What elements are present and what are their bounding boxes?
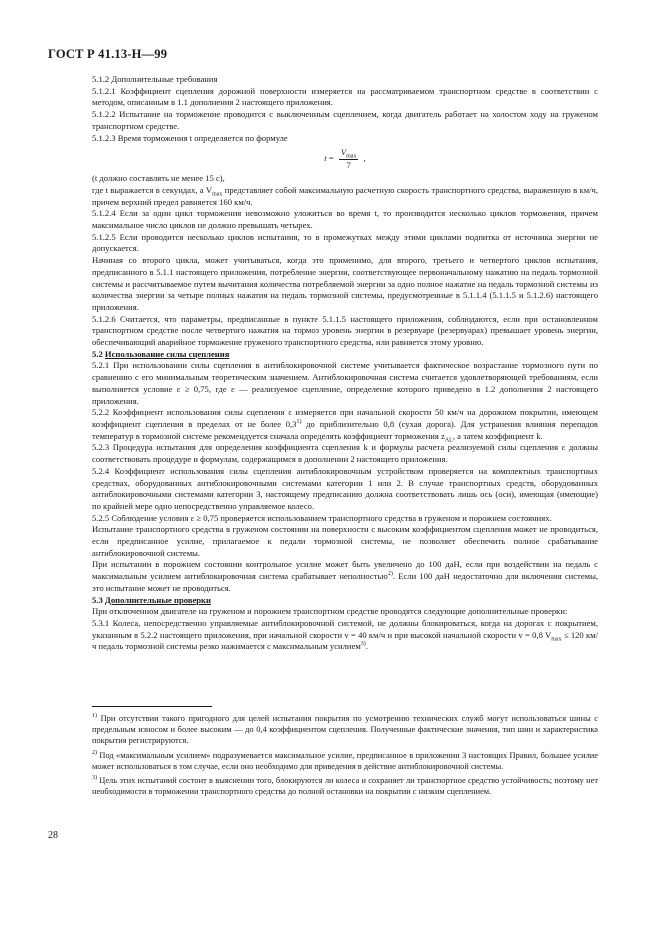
page-number: 28 [48,830,58,841]
paragraph-t-constraint: (t должно составлять не менее 15 с), [92,173,225,184]
section-53-title: Дополнительные проверки [104,594,211,605]
footnote-ref-3: 3) [360,641,366,648]
paragraph-second-cycle: Начиная со второго цикла, может учитываться, когда это применимо, для второго, третьего и четвертого циклов испытания, предписанного в 5.1.1 настоящего приложения, потребление энергии, соответствующее первоначальному нажатию на педаль тормозной системы и рассчитываемое путем вычитания количества потребляемой энергии за одно полное нажатие на педаль тормозной системы из количества энергии за четыре полных нажатия на педаль тормозной системы, предусмотренные в 5.1.1.4 (5.1.1.5 и 5.1.2.6) настоящего приложения. [92,255,598,312]
p531-b: ≤ 120 км/ч педаль тормозной системы резко нажимается с максимальным усилием [92,629,598,652]
formula-eq: = [328,153,334,164]
paragraph-loaded-test: Испытание транспортного средства в груженом состоянии на поверхности с высоким коэффициентом сцепления может не проводиться, если предписанное усилие, прилагаемое к педали тормозной системы, не позволяет обеспечить полное срабатывание антиблокировочной системы. [92,524,598,558]
footnote-ref-1: 1) [296,419,302,426]
formula-fraction [339,147,359,171]
footnote-1-text: При отсутствии такого пригодного для целей испытания покрытия по усмотрению технических служб могут использоваться шины с предельным износом и более высоким — до 0,4 коэффициентом сцепления. Полученные фактические значения, тип шин и характеристика покрытия регистрируются. [92,714,598,746]
footnote-3 [92,775,598,797]
paragraph-525: 5.2.5 Соблюдение условия ε ≥ 0,75 проверяется использованием транспортного средства в груженом и порожнем состояниях. [92,512,552,523]
footnote-3-mark: 3) [92,775,97,782]
p522-c: , а затем коэффициент k. [452,430,543,441]
p531-c: . [365,641,368,652]
section-52-num: 5.2 [92,348,103,359]
formula-lhs: t [324,153,327,164]
paragraph-5123: 5.1.2.3 Время торможения t определяется по формуле [92,132,288,143]
paragraph-checks-intro: При отключенном двигателе на груженом и порожнем транспортном средстве проводятся следующие дополнительные проверки: [92,606,568,617]
p522-b: до приблизительно 0,8 (сухая дорога). Для устранения влияния перепадов температур в тормозной системе рекомендуется сначала определять коэффициент торможения z [92,418,598,441]
formula-tail: , [363,153,366,164]
footnote-ref-2: 2) [387,571,393,578]
paragraph-unloaded-test [92,559,598,594]
where-t-rest: представляет собой максимальную расчетную скорость транспортного средства, выраженную в км/ч, причем верхний предел равняется 160 км/ч. [92,184,599,207]
paragraph-531 [92,618,598,653]
paragraph-5125: 5.1.2.5 Если проводится несколько циклов испытания, то в промежутках между этими циклами подпитка от источника энергии не допускается. [92,231,598,254]
paragraph-523: 5.2.3 Процедура испытания для определения коэффициента сцепления k и формулы расчета реализуемой силы сцепления ε должны соответствовать процедуре и формулам, содержащимся в дополнении 2 настоящего приложения. [92,442,598,465]
paragraph-524: 5.2.4 Коэффициент использования силы сцепления антиблокировочным устройством проверяется на комплектных транспортных средствах, оборудованных антиблокировочными системами категории 1 или 2. В случае транспортных средств, оборудованных антиблокировочными системами категории 3, настоящему предписанию должна соответствовать лишь ось (оси), имеющая (имеющие) по крайней мере одно непосредственно управляемое колесо. [92,465,598,511]
section-title-53 [92,595,598,607]
p531-a: 5.3.1 Колеса, непосредственно управляемые антиблокировочной системой, не должны блокироваться, когда на дорогах с покрытием, указанным в 5.2.2 настоящего приложения, при начальной скорости v = 40 км/ч и при высокой начальной скорости v = 0,8 V [92,617,598,640]
braking-time-formula [92,147,598,169]
formula-num-var: V [340,147,347,158]
paragraph-5122: 5.1.2.2 Испытание на торможение проводится с выключенным сцеплением, когда двигатель работает на холостом ходу на груженом транспортном средстве. [92,109,598,131]
paragraph-where-t [92,185,598,208]
footnote-3-text: Цель этих испытаний состоит в выяснении того, блокируются ли колеса и сохраняет ли транспортное средство устойчивость; поэтому нет необходимости в торможении транспортного средства до полной остановки на покрытии с низким сцеплением. [92,776,598,797]
footnote-2 [92,750,598,772]
paragraph-5121: 5.1.2.1 Коэффициент сцепления дорожной поверхности измеряется на рассматриваемом транспортном средстве в соответствии с методом, описанным в 1.1 дополнения 2 настоящего приложения. [92,85,598,108]
p522-a: 5.2.2 Коэффициент использования силы сцепления ε измеряется при начальной скорости 50 км/ч на дорожном покрытии, имеющем коэффициент сцепления в пределах от не более 0,3 [92,407,598,429]
where-t-text: где t выражается в секундах, а V [92,184,213,195]
paragraph-5124: 5.1.2.4 Если за один цикл торможения невозможно уложиться во время t, то производится несколько циклов торможения, причем максимальное число циклов не должно превышать четырех. [92,208,598,231]
subsection-title-512: 5.1.2 Дополнительные требования [92,74,218,84]
footnote-1-mark: 1) [92,713,97,720]
standard-header: ГОСТ Р 41.13-Н—99 [48,47,168,61]
unloaded-a: При испытании в порожнем состоянии контрольное усилие может быть увеличено до 100 даН, если при воздействии на педаль с максимальным усилием антиблокировочная система срабатывает неполностью [92,559,598,582]
footnote-2-mark: 2) [92,749,97,756]
footnote-1 [92,713,598,747]
unloaded-b: . Если 100 даН недостаточно для включения системы, это испытание может не проводиться. [92,571,598,593]
vmax-sub-2: max [551,636,562,643]
formula-numerator [339,147,359,160]
section-53-num: 5.3 [92,594,103,605]
section-title-52 [92,349,598,361]
footnote-divider [92,706,212,707]
zal-sub: AL [444,437,453,444]
section-52-title: Использование силы сцепления [104,348,230,359]
paragraph-5126: 5.1.2.6 Считается, что параметры, предписанные в пункте 5.1.1.5 настоящего приложения, соблюдаются, если при остановленном транспортном средстве после четвертого нажатия на тормоз уровень энергии в резервуаре (резервуарах) превышает уровень энергии, обеспечивающий аварийное торможение груженого транспортного средства, или равняется этому уровню. [92,313,598,348]
formula-num-sub: max [346,153,357,160]
vmax-sub: max [212,191,223,198]
footnotes [92,706,598,800]
paragraph-521: 5.2.1 При использовании силы сцепления в антиблокировочной системе учитывается фактическое возрастание тормозного пути по сравнению с его минимальным теоретическим значением. Антиблокировочная система считается удовлетворяющей требованиям, если выполняется условие ε ≥ 0,75, где ε — реализуемое сцепление, определение которого приведено в 1.2 дополнения 2 настоящего приложения. [92,360,598,406]
paragraph-522 [92,407,598,442]
footnote-2-text: Под «максимальным усилием» подразумевается максимальное усилие, предписанное в приложении 3 настоящих Правил, большее усилие может использоваться в том случае, если оно необходимо для приведения в действие антиблокировочной системы. [92,750,598,771]
main-text [92,74,598,653]
formula-denominator: 7 [346,159,351,170]
